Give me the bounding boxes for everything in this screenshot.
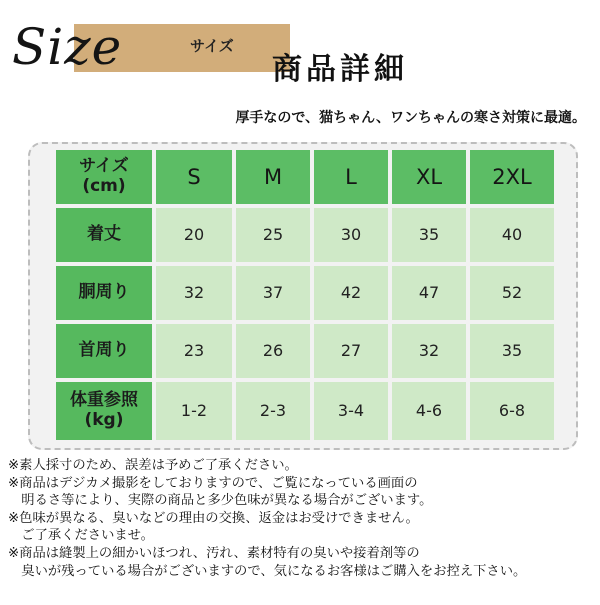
cell-value: 27 xyxy=(340,340,362,360)
cell-value: 32 xyxy=(418,340,440,360)
note-line: ※素人採寸のため、誤差は予めご了承ください。 xyxy=(8,458,298,473)
size-script-logo: Size xyxy=(12,18,123,76)
table-cell xyxy=(314,266,388,320)
table-cell xyxy=(156,324,232,378)
table-cell xyxy=(314,382,388,440)
cell-value: 47 xyxy=(418,282,440,302)
note-line: ※商品はデジカメ撮影をしておりますので、ご覧になっている画面の xyxy=(8,475,418,491)
row-label-text: 着丈 xyxy=(87,224,121,245)
cell-value: 35 xyxy=(501,340,523,360)
note-line: ご了承くださいませ。 xyxy=(8,528,154,544)
cell-value: 25 xyxy=(262,224,284,244)
row-label xyxy=(56,266,152,320)
row-label-text: 胴周り xyxy=(78,282,130,303)
row-label-text: 首周り xyxy=(78,340,130,361)
page-title: 商品詳細 xyxy=(272,52,408,87)
cell-value: 52 xyxy=(501,282,523,302)
table-cell xyxy=(392,382,466,440)
cell-value: 35 xyxy=(418,224,440,244)
table-cell xyxy=(470,324,554,378)
size-unit-header xyxy=(56,150,152,204)
size-column-header xyxy=(392,150,466,204)
size-table xyxy=(56,150,554,440)
size-column-header xyxy=(156,150,232,204)
table-cell xyxy=(392,208,466,262)
notes-block xyxy=(8,457,598,580)
cell-value: 23 xyxy=(183,340,205,360)
size-column-header xyxy=(470,150,554,204)
row-label xyxy=(56,382,152,440)
table-cell xyxy=(470,266,554,320)
size-label: S xyxy=(187,164,201,189)
size-column-header xyxy=(236,150,310,204)
table-cell xyxy=(392,324,466,378)
note-line: ※色味が異なる、臭いなどの理由の交換、返金はお受けできません。 xyxy=(8,510,419,526)
table-cell xyxy=(236,266,310,320)
size-header-label: サイズ xyxy=(79,156,129,177)
table-cell xyxy=(314,324,388,378)
cell-value: 1-2 xyxy=(180,400,208,420)
note-line: ※商品は縫製上の細かいほつれ、汚れ、素材特有の臭いや接着剤等の xyxy=(8,545,420,561)
row-label-text: 体重参照 xyxy=(70,390,138,411)
table-cell xyxy=(392,266,466,320)
cell-value: 30 xyxy=(340,224,362,244)
size-label: L xyxy=(345,164,357,189)
cell-value: 37 xyxy=(262,282,284,302)
table-cell xyxy=(314,208,388,262)
row-unit-text: (kg) xyxy=(84,410,124,430)
subtitle: 厚手なので、猫ちゃん、ワンちゃんの寒さ対策に最適。 xyxy=(235,110,586,126)
size-label: 2XL xyxy=(492,164,532,189)
table-cell xyxy=(236,324,310,378)
cell-value: 6-8 xyxy=(498,400,526,420)
row-label xyxy=(56,208,152,262)
cell-value: 3-4 xyxy=(337,400,365,420)
table-cell xyxy=(156,382,232,440)
table-cell xyxy=(156,266,232,320)
note-line: 明るさ等により、実際の商品と多少色味が異なる場合がございます。 xyxy=(8,493,433,509)
size-column-header xyxy=(314,150,388,204)
cell-value: 2-3 xyxy=(259,400,287,420)
table-cell xyxy=(470,382,554,440)
cell-value: 42 xyxy=(340,282,362,302)
table-cell xyxy=(156,208,232,262)
cell-value: 26 xyxy=(262,340,284,360)
cell-value: 20 xyxy=(183,224,205,244)
size-label: XL xyxy=(415,164,443,189)
row-label xyxy=(56,324,152,378)
cell-value: 32 xyxy=(183,282,205,302)
table-cell xyxy=(236,382,310,440)
cell-value: 40 xyxy=(501,224,523,244)
table-cell xyxy=(470,208,554,262)
cell-value: 4-6 xyxy=(415,400,443,420)
size-kana-label: サイズ xyxy=(190,37,234,55)
unit-label: (cm) xyxy=(82,176,126,196)
size-label: M xyxy=(263,164,283,189)
note-line: 臭いが残っている場合がございますので、気になるお客様はご購入をお控え下さい。 xyxy=(8,563,527,579)
table-cell xyxy=(236,208,310,262)
